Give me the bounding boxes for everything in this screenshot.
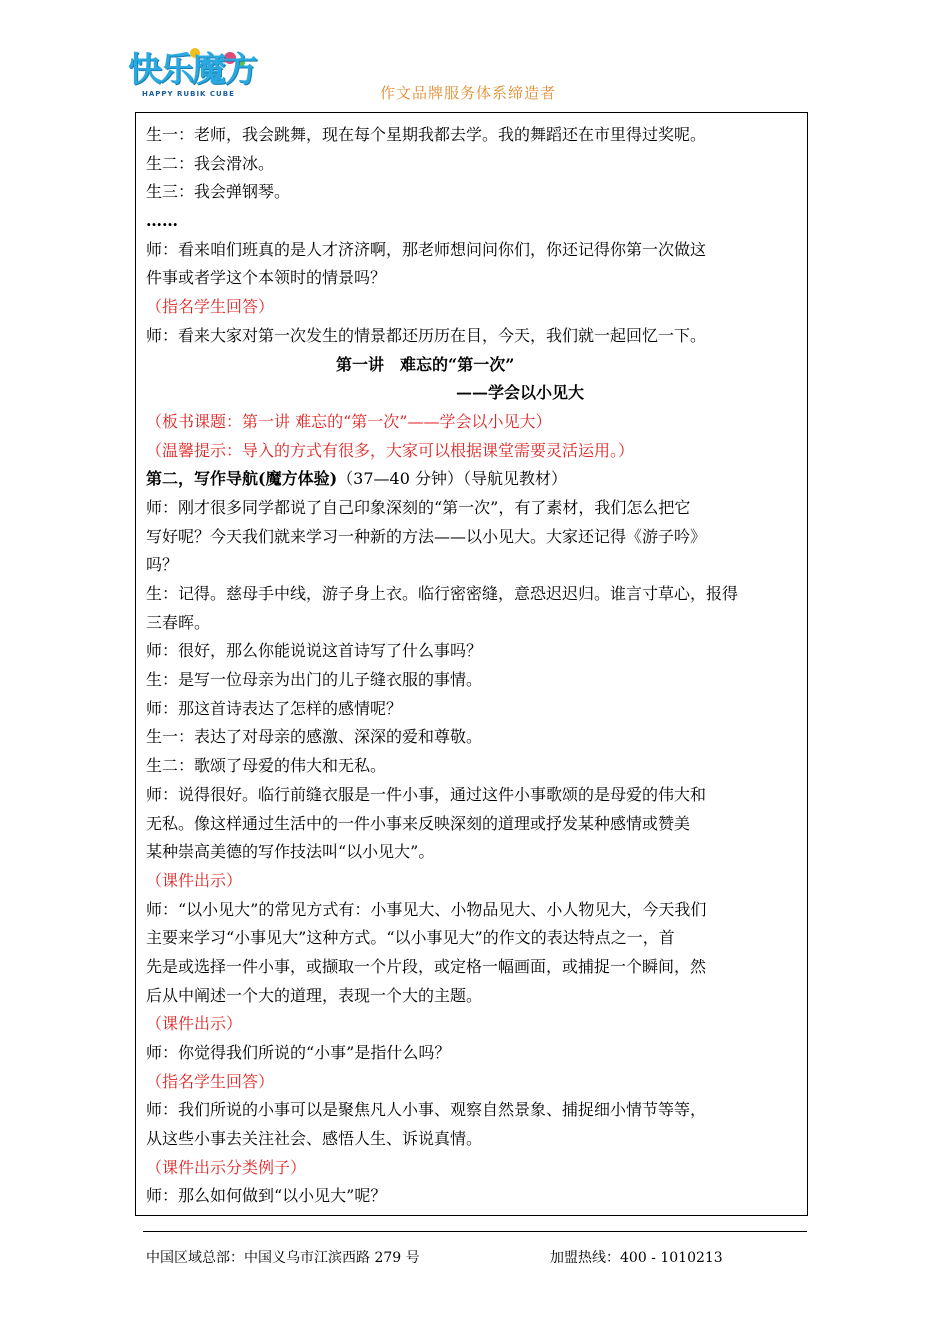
text-line: 生：是写一位母亲为出门的儿子缝衣服的事情。 xyxy=(146,670,483,690)
lesson-content-box xyxy=(135,112,808,1216)
text-line: 某种崇高美德的写作技法叫“以小见大”。 xyxy=(146,842,435,862)
teacher-note: （指名学生回答） xyxy=(146,1071,275,1091)
text-line: 生一：老师，我会跳舞，现在每个星期我都去学。我的舞蹈还在市里得过奖呢。 xyxy=(146,125,707,144)
text-line: 后从中阐述一个大的道理，表现一个大的主题。 xyxy=(146,985,483,1005)
text-line: 生二：歌颂了母爱的伟大和无私。 xyxy=(146,756,387,776)
text-line: 无私。像这样通过生活中的一件小事来反映深刻的道理或抒发某种感情或赞美 xyxy=(146,813,691,833)
text-line: 师：那这首诗表达了怎样的感情呢？ xyxy=(146,698,403,718)
section-heading-note: （37—40 分钟）（导航见教材） xyxy=(337,469,567,489)
footer-address: 中国区域总部：中国义乌市江滨西路 279 号 xyxy=(146,1250,420,1266)
teacher-note: （课件出示） xyxy=(146,1014,243,1034)
header-slogan: 作文品牌服务体系缔造者 xyxy=(380,84,557,102)
text-line: 师：你觉得我们所说的“小事”是指什么吗？ xyxy=(146,1043,451,1062)
text-line: 师：很好，那么你能说说这首诗写了什么事吗？ xyxy=(146,641,483,661)
text-line: 主要来学习“小事见大”这种方式。“以小事见大”的作文的表达特点之一，首 xyxy=(146,928,675,948)
text-line: 吗？ xyxy=(146,555,179,575)
text-line: 件事或者学这个本领时的情景吗？ xyxy=(146,268,387,288)
text-line: 写好呢？今天我们就来学习一种新的方法——以小见大。大家还记得《游子吟》 xyxy=(146,526,707,546)
text-line: 师：看来大家对第一次发生的情景都还历历在目，今天，我们就一起回忆一下。 xyxy=(146,325,707,345)
text-line: 师：刚才很多同学都说了自己印象深刻的“第一次”，有了素材，我们怎么把它 xyxy=(146,497,691,517)
section-heading-title: 第二，写作导航(魔方体验) xyxy=(146,469,338,489)
text-line: 生一：表达了对母亲的感激、深深的爱和尊敬。 xyxy=(146,727,483,747)
text-line: 从这些小事去关注社会、感悟人生、诉说真情。 xyxy=(146,1129,483,1149)
text-line: 生：记得。慈母手中线，游子身上衣。临行密密缝，意恐迟迟归。谁言寸草心，报得 xyxy=(146,584,739,603)
logo-text: 快乐魔方 xyxy=(128,50,256,90)
teacher-note: （课件出示） xyxy=(146,870,243,890)
teacher-note: （指名学生回答） xyxy=(146,297,275,317)
text-line: 生三：我会弹钢琴。 xyxy=(146,182,291,202)
footer-hotline: 加盟热线：400 - 1010213 xyxy=(550,1250,723,1266)
text-line: 三春晖。 xyxy=(146,612,211,632)
footer-divider xyxy=(143,1231,807,1232)
teacher-note: （板书课题：第一讲 难忘的“第一次”——学会以小见大） xyxy=(146,411,552,431)
text-line: 师：“以小见大”的常见方式有：小事见大、小物品见大、小人物见大，今天我们 xyxy=(146,899,707,919)
teacher-tip: （温馨提示：导入的方式有很多，大家可以根据课堂需要灵活运用。） xyxy=(146,440,635,460)
lesson-text xyxy=(146,121,806,1211)
lesson-title: 第一讲 难忘的“第一次” xyxy=(336,354,515,374)
logo-subtitle: HAPPY RUBIK CUBE xyxy=(142,90,235,98)
text-line: 师：说得很好。临行前缝衣服是一件小事，通过这件小事歌颂的是母爱的伟大和 xyxy=(146,784,707,804)
text-line: 师：看来咱们班真的是人才济济啊，那老师想问问你们，你还记得你第一次做这 xyxy=(146,239,707,259)
text-line: 师：我们所说的小事可以是聚焦凡人小事、观察自然景象、捕捉细小情节等等， xyxy=(146,1100,707,1120)
teacher-note: （课件出示分类例子） xyxy=(146,1157,307,1177)
section-heading xyxy=(146,465,806,494)
brand-logo xyxy=(128,48,258,106)
text-line: …… xyxy=(146,211,178,231)
text-line: 师：那么如何做到“以小见大”呢？ xyxy=(146,1186,387,1206)
text-line: 生二：我会滑冰。 xyxy=(146,153,275,173)
text-line: 先是或选择一件小事，或撷取一个片段，或定格一幅画面，或捕捉一个瞬间，然 xyxy=(146,956,707,976)
lesson-subtitle: ——学会以小见大 xyxy=(456,383,585,403)
